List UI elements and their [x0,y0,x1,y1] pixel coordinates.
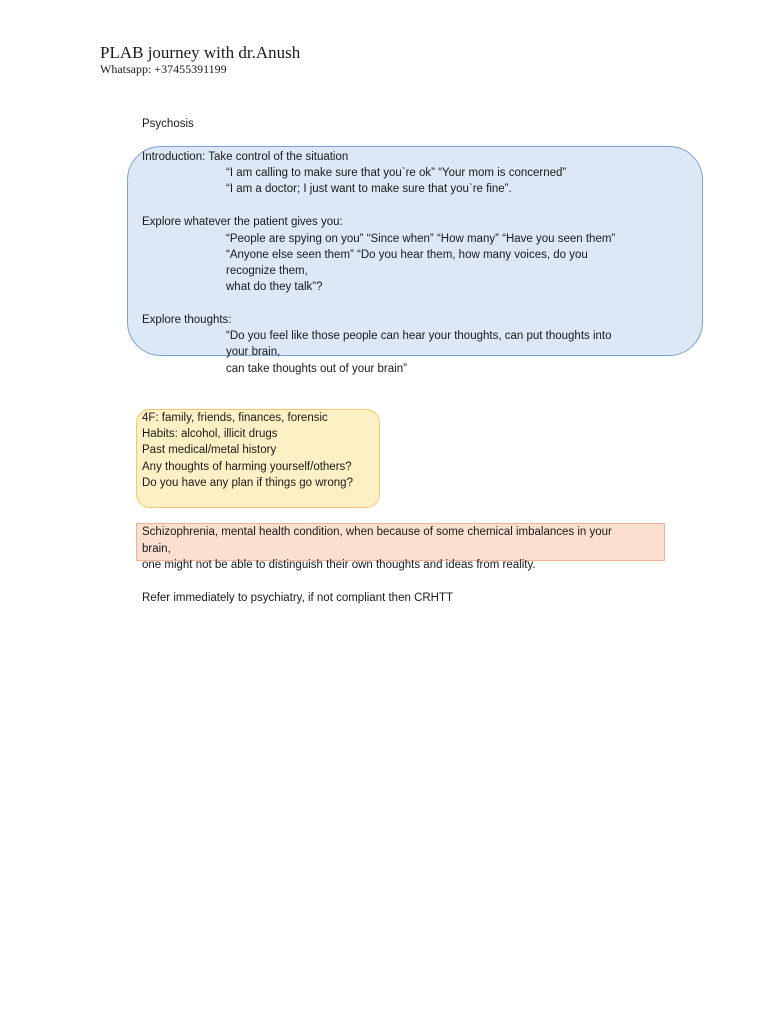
explore-thoughts-line: “Do you feel like those people can hear your thoughts, can put thoughts into [226,330,612,342]
explore-patient-line: recognize them, [226,265,308,277]
topic-title: Psychosis [142,118,194,130]
explore-thoughts-line: can take thoughts out of your brain” [226,363,407,375]
explanation-line: brain, [142,543,171,555]
explore-patient-heading: Explore whatever the patient gives you: [142,216,343,228]
explore-thoughts-heading: Explore thoughts: [142,314,232,326]
question-item: Do you have any plan if things go wrong? [142,477,353,489]
explanation-line: one might not be able to distinguish their own thoughts and ideas from reality. [142,559,536,571]
question-item: Past medical/metal history [142,444,277,456]
question-item: 4F: family, friends, finances, forensic [142,412,328,424]
explanation-line: Schizophrenia, mental health condition, when because of some chemical imbalances in your [142,526,612,538]
referral-note: Refer immediately to psychiatry, if not compliant then CRHTT [142,592,454,604]
introduction-line: “I am a doctor; I just want to make sure that you`re fine”. [226,183,512,195]
question-item: Habits: alcohol, illicit drugs [142,428,278,440]
document-author-title: PLAB journey with dr.Anush [100,43,301,62]
question-item: Any thoughts of harming yourself/others? [142,461,352,473]
introduction-heading: Introduction: Take control of the situation [142,151,349,163]
explore-patient-line: “People are spying on you” “Since when” “How many” “Have you seen them” [226,233,616,245]
whatsapp-contact: Whatsapp: +37455391199 [100,62,227,76]
explore-thoughts-line: your brain, [226,346,281,358]
explore-patient-line: what do they talk”? [226,281,323,293]
explore-patient-line: “Anyone else seen them” “Do you hear them, how many voices, do you [226,249,588,261]
introduction-line: “I am calling to make sure that you`re ok” “Your mom is concerned” [226,167,567,179]
